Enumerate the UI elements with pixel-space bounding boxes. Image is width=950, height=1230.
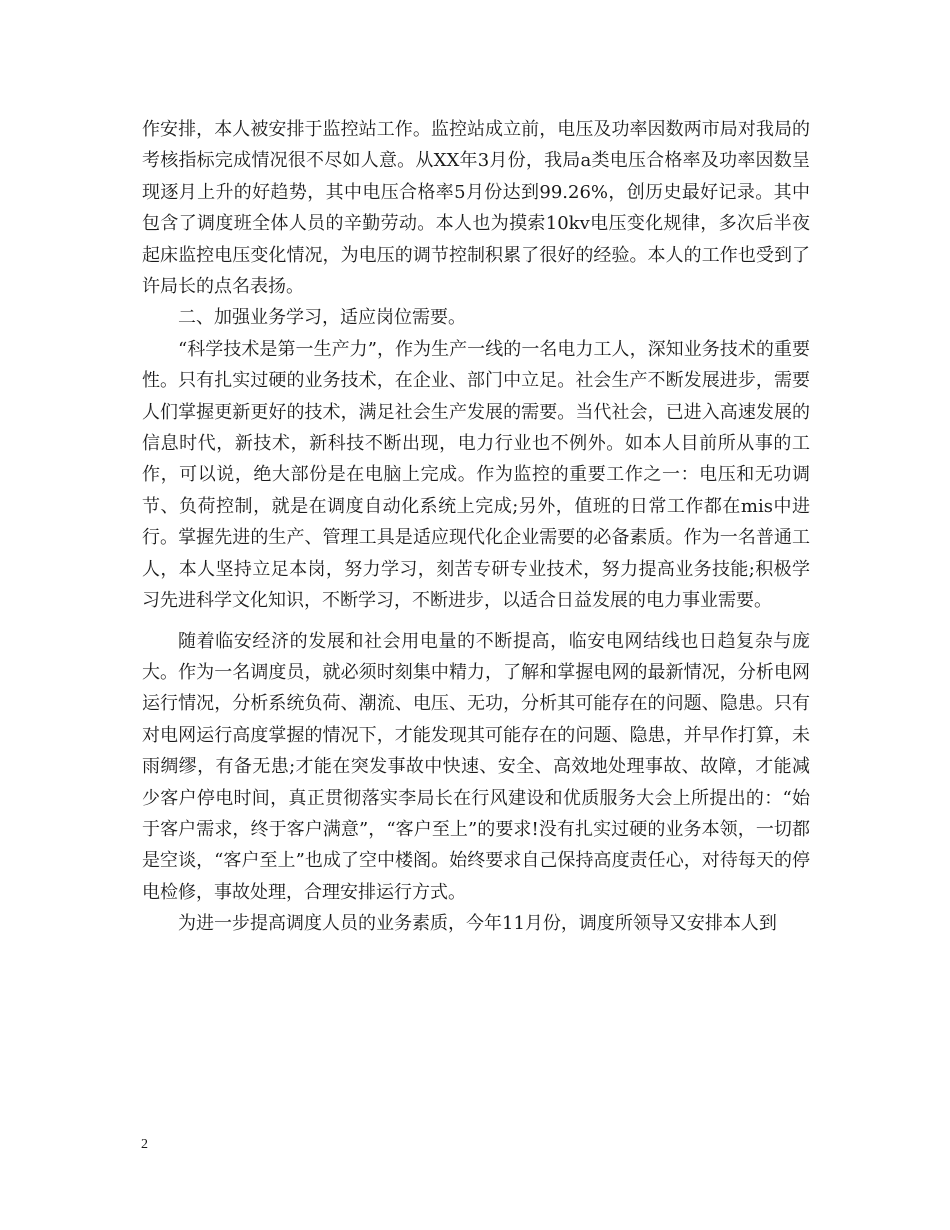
paragraph-training-arrangement: 为进一步提高调度人员的业务素质，今年11月份，调度所领导又安排本人到 (178, 913, 777, 935)
paragraph-power-grid-development: 随着临安经济的发展和社会用电量的不断提高，临安电网结线也日趋复杂与庞大。作为一名调度员，就必须时刻集中精力，了解和掌握电网的最新情况，分析电网运行情况，分析系统负荷、潮流、电压、无功，分析其可能存在的问题、隐患。只有对电网运行高度掌握的情况下，才能发现其可能存在的问题、隐患，并早作打算，未雨绸缪，有备无患;才能在突发事故中快速、安全、高效地处理事故、故障，才能减少客户停电时间，真正贯彻落实李局长在行风建设和优质服务大会上所提出的：“始于客户需求，终于客户满意”，“客户至上”的要求!没有扎实过硬的业务本领，一切都是空谈，“客户至上”也成了空中楼阁。始终要求自己保持高度责任心，对待每天的停电检修，事故处理，合理安排运行方式。 (142, 630, 810, 903)
page-number: 2 (141, 1137, 148, 1152)
paragraph-science-technology: “科学技术是第一生产力”，作为生产一线的一名电力工人，深知业务技术的重要性。只有扎实过硬的业务技术，在企业、部门中立足。社会生产不断发展进步，需要人们掌握更新更好的技术，满足社会生产发展的需要。当代社会，已进入高速发展的信息时代，新技术，新科技不断出现，电力行业也不例外。如本人目前所从事的工作，可以说，绝大部份是在电脑上完成。作为监控的重要工作之一：电压和无功调节、负荷控制，就是在调度自动化系统上完成;另外，值班的日常工作都在mis中进行。掌握先进的生产、管理工具是适应现代化企业需要的必备素质。作为一名普通工人，本人坚持立足本岗，努力学习，刻苦专研专业技术，努力提高业务技能;积极学习先进科学文化知识，不断学习，不断进步，以适合日益发展的电力事业需要。 (142, 338, 810, 612)
document-body (142, 114, 810, 940)
paragraph-monitoring-station: 作安排，本人被安排于监控站工作。监控站成立前，电压及功率因数两市局对我局的考核指标完成情况很不尽如人意。从XX年3月份，我局a类电压合格率及功率因数呈现逐月上升的好趋势，其中电压合格率5月份达到99.26%，创历史最好记录。其中包含了调度班全体人员的辛勤劳动。本人也为摸索10kv电压变化规律，多次后半夜起床监控电压变化情况，为电压的调节控制积累了很好的经验。本人的工作也受到了许局长的点名表扬。 (142, 119, 810, 298)
section-heading-business-study: 二、加强业务学习，适应岗位需要。 (178, 307, 466, 329)
